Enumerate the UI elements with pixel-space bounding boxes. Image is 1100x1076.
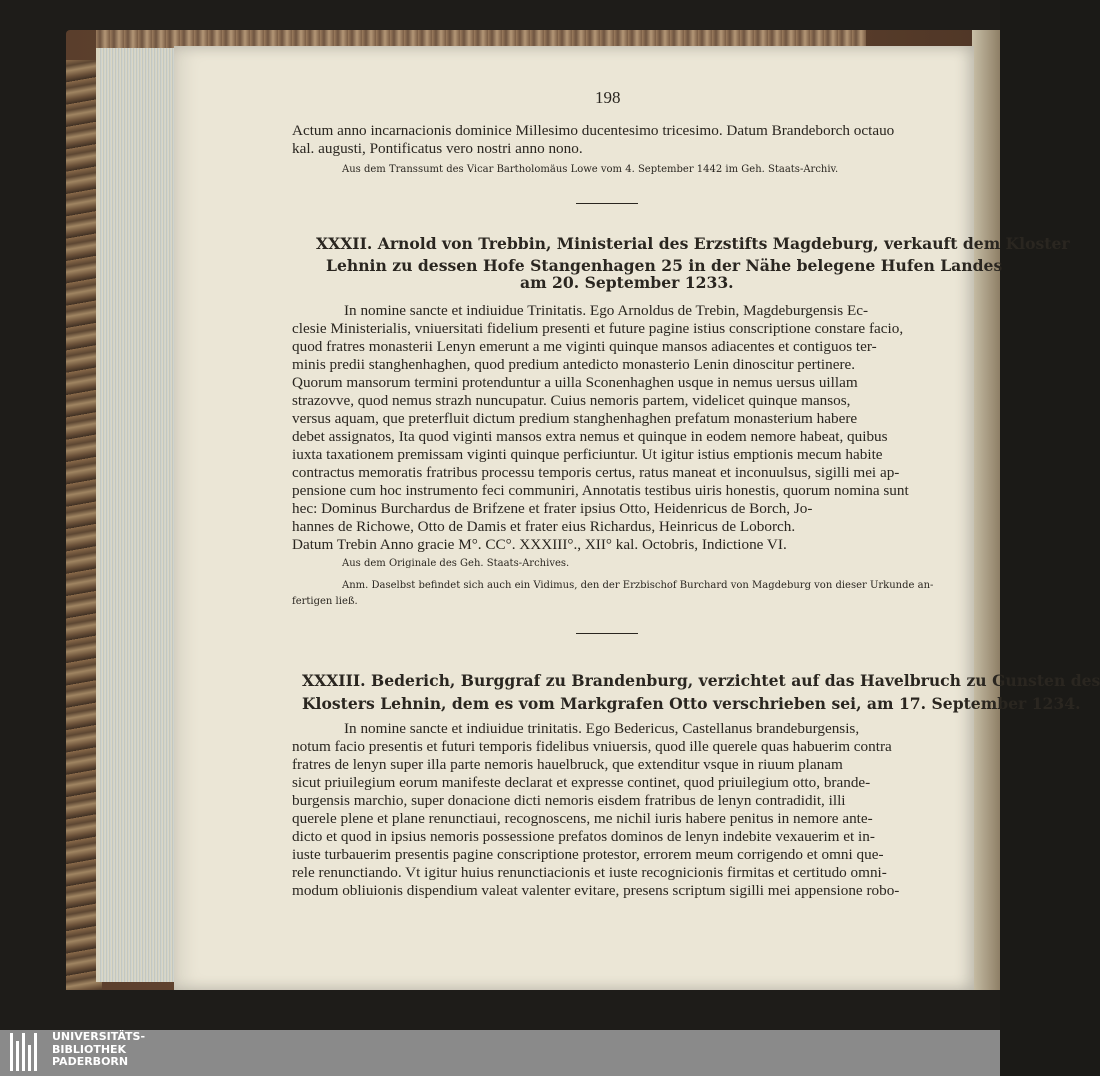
- separator-rule: [576, 633, 638, 634]
- logo-line-1: UNIVERSITÄTS-: [52, 1030, 146, 1043]
- intro-line-1: Actum anno incarnacionis dominice Millesimo ducentesimo tricesimo. Datum Brandeborch octauo: [292, 122, 895, 139]
- doc32-text-line: contractus memoratis fratribus processu temporis certus, ratus maneat et inconuulsus, sigilli mei ap-: [292, 464, 900, 481]
- logo-line-2: BIBLIOTHEK: [52, 1042, 127, 1056]
- doc32-text-line: Datum Trebin Anno gracie M°. CC°. XXXIII°., XII° kal. Octobris, Indictione VI.: [292, 536, 787, 553]
- doc33-text-line: fratres de lenyn super illa parte nemoris hauelbruck, que extenditur vsque in riuum planam: [292, 756, 843, 773]
- doc32-source: Aus dem Originale des Geh. Staats-Archives.: [342, 558, 570, 569]
- logo-line-3: PADERBORN: [52, 1055, 129, 1068]
- library-logo-icon: [10, 1033, 40, 1071]
- doc32-note-line-2: fertigen ließ.: [292, 596, 358, 607]
- doc32-text-line: minis predii stanghenhaghen, quod predium antedicto monasterio Lenin dinoscitur pertinere.: [292, 356, 856, 373]
- footer-bar: [0, 1030, 1000, 1076]
- doc33-text-line: dicto et quod in ipsius nemoris possessione prefatos dominos de lenyn indebite vexauerim et in-: [292, 828, 875, 845]
- doc32-text-line: strazovve, quod nemus strazh nuncupatur. Cuius nemoris partem, videlicet quinque mansos,: [292, 392, 851, 409]
- doc32-heading-line-3: am 20. September 1233.: [520, 273, 734, 292]
- doc32-text-line: hannes de Richowe, Otto de Damis et frater eius Richardus, Heinricus de Loborch.: [292, 518, 796, 535]
- page-number: 198: [595, 88, 621, 107]
- doc33-text-line: burgensis marchio, super donacione dicti nemoris eisdem fratribus de lenyn contradidit, illi: [292, 792, 846, 809]
- doc32-note-line-1: Anm. Daselbst befindet sich auch ein Vidimus, den der Erzbischof Burchard von Magdeburg von dieser Urkunde an-: [342, 580, 934, 591]
- intro-source: Aus dem Transsumt des Vicar Bartholomäus Lowe vom 4. September 1442 im Geh. Staats-Archiv.: [342, 164, 839, 175]
- doc33-text-line: In nomine sancte et indiuidue trinitatis. Ego Bedericus, Castellanus brandeburgensis,: [344, 720, 860, 737]
- doc33-text-line: notum facio presentis et futuri temporis fidelibus vniuersis, quod ille querele quas habuerim contra: [292, 738, 892, 755]
- doc32-text-line: quod fratres monasterii Lenyn emerunt a me viginti quinque mansos adiacentes et contiguos ter-: [292, 338, 877, 355]
- doc32-heading-line-1: XXXII. Arnold von Trebbin, Ministerial des Erzstifts Magdeburg, verkauft dem Kloster: [316, 234, 1070, 253]
- doc33-text-line: iuste turbauerim presentis pagine conscriptione protestor, errorem meum corrigendo et omni que-: [292, 846, 884, 863]
- doc32-text-line: versus aquam, que preterfluit dictum predium stanghenhaghen prefatum monasterium habere: [292, 410, 858, 427]
- doc32-text-line: hec: Dominus Burchardus de Brifzene et frater ipsius Otto, Heidenricus de Borch, Jo-: [292, 500, 813, 517]
- doc33-text-line: sicut priuilegium eorum manifeste declarat et expresse continet, quod priuilegium otto, brande-: [292, 774, 871, 791]
- book-right-edge: [972, 30, 1000, 990]
- doc33-text-line: modum obliuionis dispendium valeat valenter evitare, presens scriptum sigilli mei appensione robo-: [292, 882, 900, 899]
- doc32-text-line: debet assignatos, Ita quod viginti mansos extra nemus et quinque in eodem nemore habeat, quibus: [292, 428, 888, 445]
- doc32-text-line: pensione cum hoc instrumento feci communiri, Annotatis testibus uiris honestis, quorum nomina sunt: [292, 482, 909, 499]
- doc32-text-line: Quorum mansorum termini protenduntur a uilla Sconenhaghen usque in nemus uersus uillam: [292, 374, 858, 391]
- intro-line-2: kal. augusti, Pontificatus vero nostri anno nono.: [292, 140, 583, 157]
- doc32-heading-line-2: Lehnin zu dessen Hofe Stangenhagen 25 in der Nähe belegene Hufen Landes: [326, 256, 1003, 275]
- doc32-text-line: clesie Ministerialis, vniuersitati fidelium presenti et future pagine istius conscriptione constare facio,: [292, 320, 904, 337]
- doc32-text-line: iuxta taxationem premissam viginti quinque perficiuntur. Ut igitur istius emptionis mecum habite: [292, 446, 883, 463]
- doc33-text-line: rele renunctiando. Vt igitur huius renunctiacionis et iuste recognicionis firmitas et certitudo omni-: [292, 864, 887, 881]
- book-page: [174, 46, 1100, 990]
- doc32-text-line: In nomine sancte et indiuidue Trinitatis. Ego Arnoldus de Trebin, Magdeburgensis Ec-: [344, 302, 869, 319]
- doc33-heading-line-1: XXXIII. Bederich, Burggraf zu Brandenburg, verzichtet auf das Havelbruch zu Gunsten des: [302, 671, 1100, 690]
- doc33-heading-line-2: Klosters Lehnin, dem es vom Markgrafen Otto verschrieben sei, am 17. September 1234.: [302, 694, 1081, 713]
- page-stack: [96, 48, 185, 982]
- doc33-text-line: querele plene et plane renunctiaui, recognoscens, me nichil iuris habere penitus in nemore ante-: [292, 810, 873, 827]
- library-logo-text: [52, 1031, 145, 1069]
- separator-rule: [576, 203, 638, 204]
